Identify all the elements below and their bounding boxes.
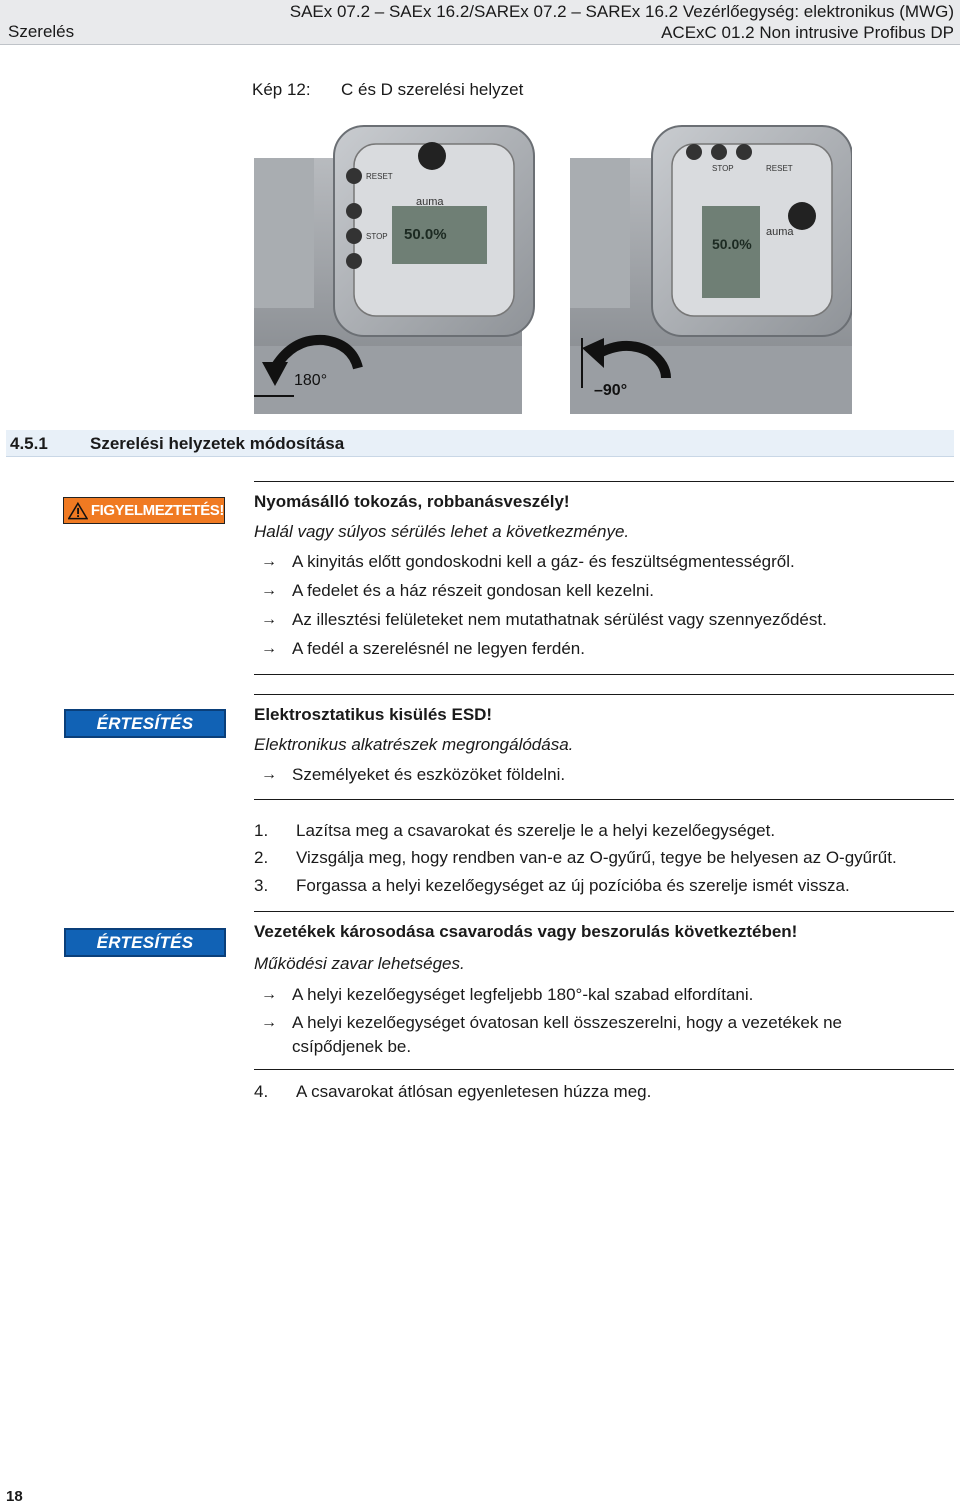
notice1-heading: Elektrosztatikus kisülés ESD!: [254, 705, 493, 724]
warning-item: Az illesztési felületeket nem mutathatnak sérülést vagy szennyeződést.: [292, 610, 827, 629]
warning-bottom-rule: [254, 674, 954, 675]
step-text: A csavarokat átlósan egyenletesen húzza meg.: [296, 1082, 652, 1101]
notice2-bottom-rule: [254, 1069, 954, 1070]
left-reset-label: RESET: [366, 172, 393, 181]
arrow-icon: →: [261, 640, 277, 657]
notice2-item: A helyi kezelőegységet legfeljebb 180°-kal szabad elfordítani.: [292, 985, 754, 1004]
warning-badge-label: FIGYELMEZTETÉS!: [90, 502, 224, 519]
header-product-line2: ACExC 01.2 Non intrusive Profibus DP: [661, 23, 954, 42]
right-display-value: 50.0%: [712, 236, 752, 252]
notice1-item: Személyeket és eszközöket földelni.: [292, 765, 566, 784]
left-brand-logo: auma: [416, 196, 444, 208]
figure-caption-text: C és D szerelési helyzet: [341, 80, 524, 99]
left-stop-label: STOP: [366, 232, 388, 241]
section-title: Szerelési helyzetek módosítása: [90, 434, 345, 453]
warning-item: A kinyitás előtt gondoskodni kell a gáz- és feszültségmentességről.: [292, 552, 795, 571]
warning-triangle-icon: [68, 500, 88, 522]
page-number: 18: [6, 1488, 23, 1505]
right-angle-label: –90°: [594, 382, 628, 399]
right-stop-label: STOP: [712, 164, 734, 173]
arrow-icon: →: [261, 582, 277, 599]
step-text: Vizsgálja meg, hogy rendben van-e az O-gyűrű, tegye be helyesen az O-gyűrűt.: [296, 848, 897, 867]
step-text: Forgassa a helyi kezelőegységet az új pozícióba és szerelje ismét vissza.: [296, 876, 850, 895]
section-number: 4.5.1: [10, 434, 48, 453]
header-product: [290, 1, 954, 43]
arrow-icon: →: [261, 553, 277, 570]
notice1-bottom-rule: [254, 799, 954, 800]
step-text: Lazítsa meg a csavarokat és szerelje le a helyi kezelőegységet.: [296, 821, 776, 840]
right-brand-logo: auma: [766, 226, 794, 238]
right-reset-label: RESET: [766, 164, 793, 173]
warning-top-rule: [254, 481, 954, 482]
warning-badge: [63, 497, 225, 524]
step-number: 4.: [254, 1082, 269, 1101]
actuator-photo: [254, 116, 852, 414]
notice2-consequence: Működési zavar lehetséges.: [254, 954, 465, 973]
figure-caption-label: Kép 12:: [252, 80, 311, 99]
header-chapter: Szerelés: [8, 22, 75, 41]
notice1-top-rule: [254, 694, 954, 695]
left-angle-label: 180°: [294, 372, 328, 389]
warning-item: A fedelet és a ház részeit gondosan kell kezelni.: [292, 581, 654, 600]
step-number: 3.: [254, 876, 269, 895]
arrow-icon: →: [261, 1014, 277, 1031]
step-number: 1.: [254, 821, 269, 840]
step-number: 2.: [254, 848, 269, 867]
notice2-heading: Vezetékek károsodása csavarodás vagy beszorulás következtében!: [254, 922, 798, 941]
notice1-consequence: Elektronikus alkatrészek megrongálódása.: [254, 735, 574, 754]
arrow-icon: →: [261, 766, 277, 783]
notice2-item-continued: csípődjenek be.: [292, 1037, 412, 1056]
warning-item: A fedél a szerelésnél ne legyen ferdén.: [292, 639, 585, 658]
header-product-line1: SAEx 07.2 – SAEx 16.2/SAREx 07.2 – SAREx 16.2 Vezérlőegység: elektronikus (MWG): [289, 2, 954, 21]
left-display-value: 50.0%: [404, 226, 447, 243]
warning-heading: Nyomásálló tokozás, robbanásveszély!: [254, 492, 570, 511]
arrow-icon: →: [261, 611, 277, 628]
arrow-icon: →: [261, 986, 277, 1003]
notice2-top-rule: [254, 911, 954, 912]
actuator-illustration: [254, 116, 852, 414]
notice2-item: A helyi kezelőegységet óvatosan kell összeszerelni, hogy a vezetékek ne: [292, 1013, 842, 1032]
notice1-badge: ÉRTESÍTÉS: [64, 709, 226, 738]
notice2-badge: ÉRTESÍTÉS: [64, 928, 226, 957]
warning-consequence: Halál vagy súlyos sérülés lehet a következménye.: [254, 522, 630, 541]
header-divider: [0, 44, 960, 45]
